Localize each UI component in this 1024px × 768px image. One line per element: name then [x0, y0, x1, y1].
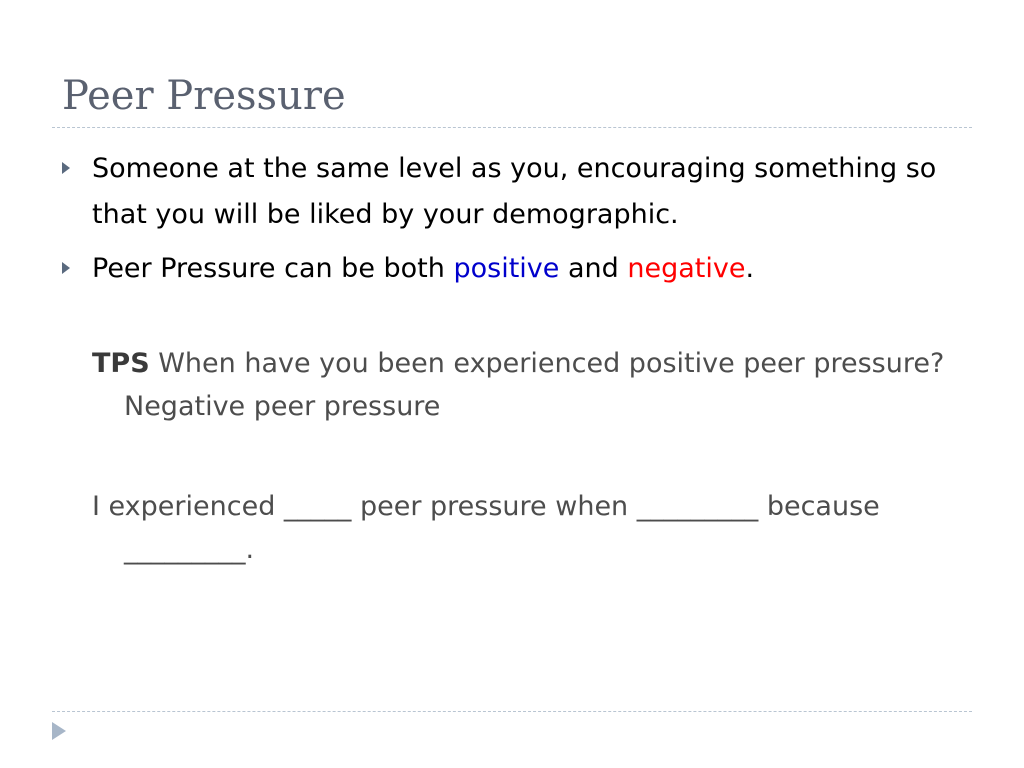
tps-prompt: [92, 342, 954, 428]
positive-word: positive: [453, 253, 560, 284]
bullet-list: [62, 146, 977, 300]
tps-label: TPS: [92, 348, 150, 379]
bullet-text-middle: and: [559, 253, 628, 284]
bullet-text-suffix: .: [745, 253, 755, 284]
footer-divider: [52, 711, 972, 712]
bullet-text-prefix: Peer Pressure can be both: [92, 253, 454, 284]
play-arrow-icon[interactable]: [52, 722, 66, 740]
bullet-item-definition: [62, 146, 977, 238]
bullet-triangle-icon: [62, 262, 70, 274]
bullet-text-definition: Someone at the same level as you, encouraging something so that you will be liked by your demographic.: [92, 153, 937, 230]
slide-title: Peer Pressure: [62, 73, 346, 119]
bullet-item-positive-negative: [62, 246, 977, 292]
title-divider: [52, 127, 972, 128]
tps-question: When have you been experienced positive peer pressure? Negative peer pressure: [124, 348, 945, 422]
sentence-frame: I experienced _____ peer pressure when _________ because _________.: [92, 491, 880, 565]
bullet-triangle-icon: [62, 162, 70, 174]
negative-word: negative: [627, 253, 746, 284]
